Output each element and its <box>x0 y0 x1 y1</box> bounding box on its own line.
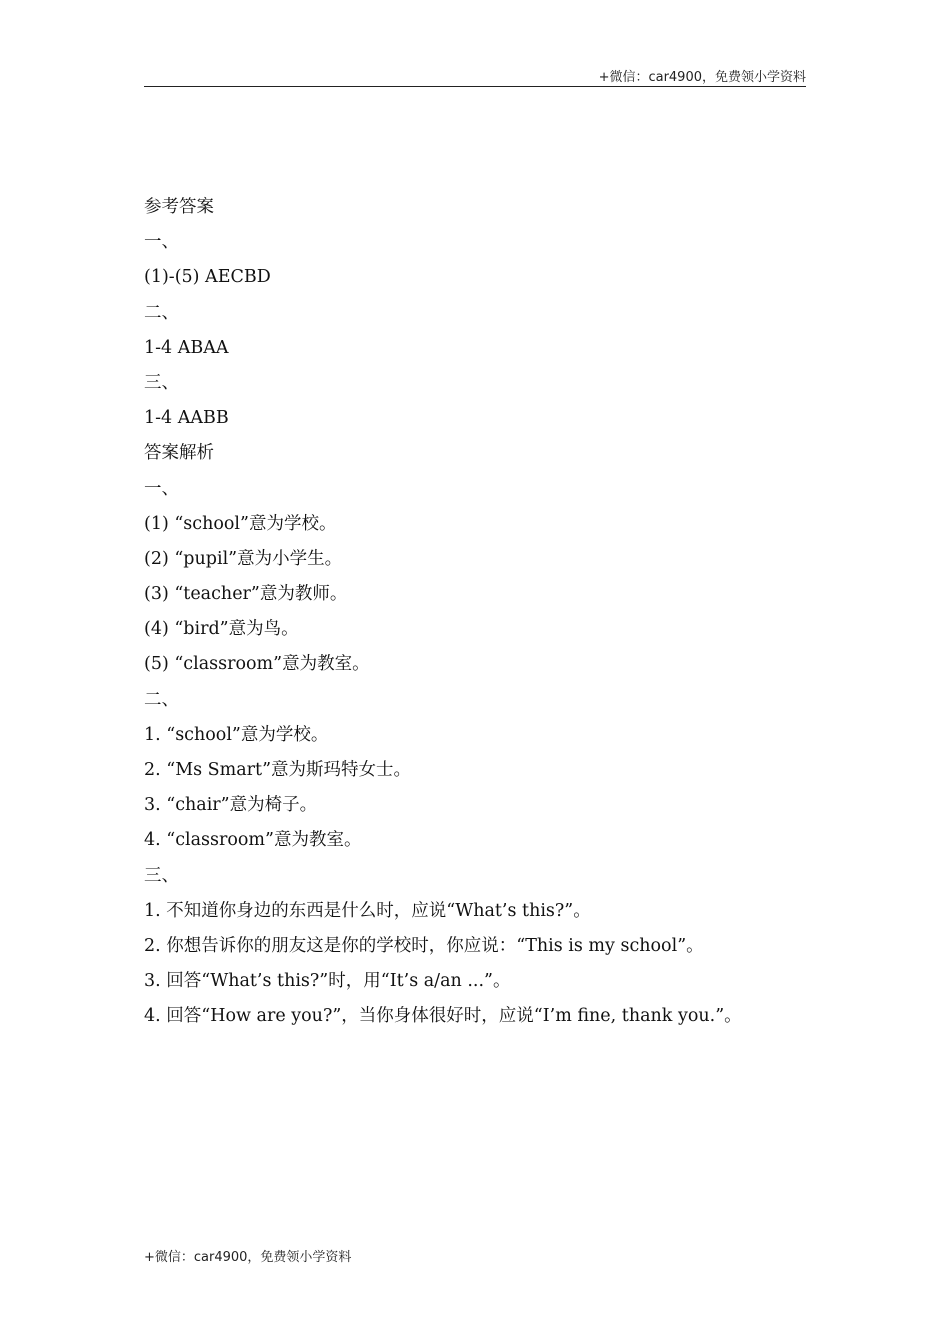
explanation-heading-3: 三、 <box>144 865 179 886</box>
explanation-heading-1: 一、 <box>144 478 179 499</box>
explanation-line: (5) “classroom”意为教室。 <box>144 654 370 675</box>
explanation-line: 1. 不知道你身边的东西是什么时，应说“What’s this?”。 <box>144 900 591 921</box>
section-title-explanation: 答案解析 <box>144 443 214 464</box>
explanation-heading-2: 二、 <box>144 689 179 710</box>
answer-line-1: (1)-(5) AECBD <box>144 267 271 288</box>
section-title-answers: 参考答案 <box>144 197 214 217</box>
explanation-line: (2) “pupil”意为小学生。 <box>144 548 343 569</box>
explanation-line: 2. 你想告诉你的朋友这是你的学校时，你应说：“This is my school”。 <box>144 935 704 956</box>
document-body <box>144 190 824 1035</box>
section-heading-3: 三、 <box>144 372 179 393</box>
answer-line-3: 1-4 AABB <box>144 408 229 429</box>
explanation-line: 2. “Ms Smart”意为斯玛特女士。 <box>144 760 412 780</box>
answer-line-2: 1-4 ABAA <box>144 337 229 358</box>
explanation-line: 3. “chair”意为椅子。 <box>144 795 318 816</box>
page-header <box>144 64 806 87</box>
section-heading-2: 二、 <box>144 302 179 323</box>
header-text: +微信：car4900，免费领小学资料 <box>598 70 806 85</box>
section-heading-1: 一、 <box>144 232 179 253</box>
explanation-line: (3) “teacher”意为教师。 <box>144 584 348 605</box>
explanation-line: (4) “bird”意为鸟。 <box>144 619 299 640</box>
explanation-line: 1. “school”意为学校。 <box>144 724 329 745</box>
explanation-line: 4. 回答“How are you?”，当你身体很好时，应说“I’m fine, thank you.”。 <box>144 1006 742 1027</box>
explanation-line: (1) “school”意为学校。 <box>144 513 337 534</box>
explanation-line: 4. “classroom”意为教室。 <box>144 830 362 851</box>
explanation-line: 3. 回答“What’s this?”时，用“It’s a/an ...”。 <box>144 971 511 992</box>
page-footer: +微信：car4900，免费领小学资料 <box>144 1250 352 1265</box>
